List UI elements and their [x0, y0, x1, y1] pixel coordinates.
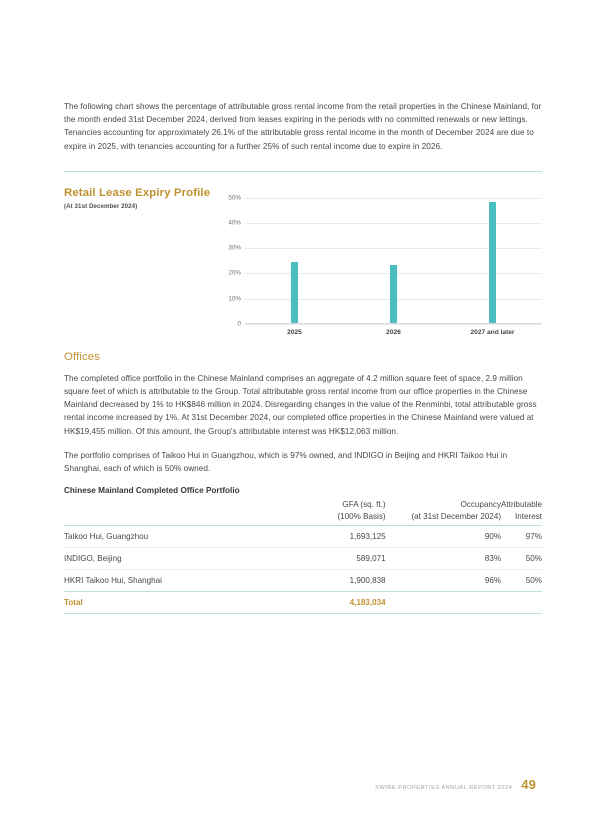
cell-total-gfa: 4,183,034	[295, 592, 385, 614]
section-divider-rule	[64, 171, 542, 172]
chart-heading-group	[64, 186, 214, 211]
cell-occupancy: 96%	[386, 570, 501, 592]
cell-total-occupancy	[386, 592, 501, 614]
table-row	[64, 570, 542, 592]
y-tick-label: 50%	[228, 194, 241, 202]
column-header-gfa	[295, 499, 385, 525]
cell-property-name: INDIGO, Beijing	[64, 548, 295, 570]
table-row	[64, 548, 542, 570]
y-tick-label: 10%	[228, 295, 241, 303]
column-header-attributable-line2: Interest	[515, 511, 542, 521]
y-tick-label: 20%	[228, 269, 241, 277]
cell-occupancy: 90%	[386, 526, 501, 548]
offices-paragraph-1: The completed office portfolio in the Chinese Mainland comprises an aggregate of 4.2 million square feet of space, 2.9 million square feet of which is attributable to the Group. Total attributable gross rental income from our office properties in the Chinese Mainland decreased by 1% to HK$846 million in 2024. Disregarding changes in the value of the Renminbi, total attributable gross rental income increased by 1%. At 31st December 2024, our completed office properties in the Chinese Mainland were valued at HK$19,455 million. Of this amount, the Group's attributable interest was HK$12,063 million.	[64, 373, 537, 436]
column-header-occupancy-line1: Occupancy	[460, 500, 502, 510]
cell-gfa: 589,071	[295, 548, 385, 570]
cell-total-attributable	[501, 592, 542, 614]
x-tick-label: 2025	[287, 328, 302, 336]
gridline-50%	[245, 198, 542, 199]
y-tick-label: 30%	[228, 244, 241, 252]
column-header-occupancy	[386, 499, 501, 525]
cell-attributable: 97%	[501, 526, 542, 548]
bar-2025	[291, 262, 298, 322]
table-total-row	[64, 592, 542, 614]
y-axis-labels	[209, 194, 245, 328]
footer-report-title: SWIRE PROPERTIES ANNUAL REPORT 2024	[375, 785, 513, 791]
gridline-0	[245, 324, 542, 325]
chart-subtitle: (At 31st December 2024)	[64, 203, 138, 211]
column-header-name	[64, 499, 295, 525]
cell-property-name: HKRI Taikoo Hui, Shanghai	[64, 570, 295, 592]
cell-attributable: 50%	[501, 570, 542, 592]
chart-plot-wrapper	[209, 194, 542, 348]
column-header-gfa-line2: (100% Basis)	[337, 511, 386, 521]
intro-paragraph: The following chart shows the percentage of attributable gross rental income from the retail properties in the Chinese Mainland, for the month ended 31st December 2024, derived from leases expiring in the periods with no committed renewals or new lettings. Tenancies accounting for approximately 26.1% of the attributable gross rental income in the month of December 2024 are due to expire in 2025, with tenancies accounting for a further 25% of such rental income due to expire in 2026.	[64, 102, 542, 151]
offices-paragraph-2: The portfolio comprises of Taikoo Hui in Guangzhou, which is 97% owned, and INDIGO in Beijing and HKRI Taikoo Hui in Shanghai, each of which is 50% owned.	[64, 450, 508, 474]
gridline-40%	[245, 223, 542, 224]
table-head	[64, 499, 542, 525]
cell-attributable: 50%	[501, 548, 542, 570]
cell-gfa: 1,693,125	[295, 526, 385, 548]
cell-total-label: Total	[64, 592, 295, 614]
office-portfolio-table-title: Chinese Mainland Completed Office Portfolio	[64, 486, 240, 496]
page-footer	[375, 777, 536, 792]
y-tick-label: 40%	[228, 219, 241, 227]
y-tick-label: 0	[237, 320, 241, 328]
retail-lease-expiry-chart	[64, 186, 542, 351]
bar-2026	[390, 265, 397, 323]
page-content	[64, 100, 542, 614]
chart-title: Retail Lease Expiry Profile	[64, 186, 211, 199]
chart-plot-area	[245, 198, 542, 324]
table-row	[64, 526, 542, 548]
column-header-gfa-line1: GFA (sq. ft.)	[342, 500, 386, 510]
table-header-row	[64, 499, 542, 525]
table-body	[64, 526, 542, 614]
cell-property-name: Taikoo Hui, Guangzhou	[64, 526, 295, 548]
column-header-attributable-line1: Attributable	[501, 500, 542, 510]
x-tick-label: 2026	[386, 328, 401, 336]
x-tick-label: 2027 and later	[470, 328, 515, 336]
x-axis-labels	[245, 329, 542, 343]
office-portfolio-table	[64, 499, 542, 614]
bar-2027-and-later	[489, 202, 496, 323]
cell-occupancy: 83%	[386, 548, 501, 570]
column-header-attributable	[501, 499, 542, 525]
footer-page-number: 49	[521, 777, 536, 792]
cell-gfa: 1,900,838	[295, 570, 385, 592]
offices-section-heading: Offices	[64, 350, 101, 363]
column-header-occupancy-line2: (at 31st December 2024)	[411, 511, 502, 521]
gridline-30%	[245, 248, 542, 249]
